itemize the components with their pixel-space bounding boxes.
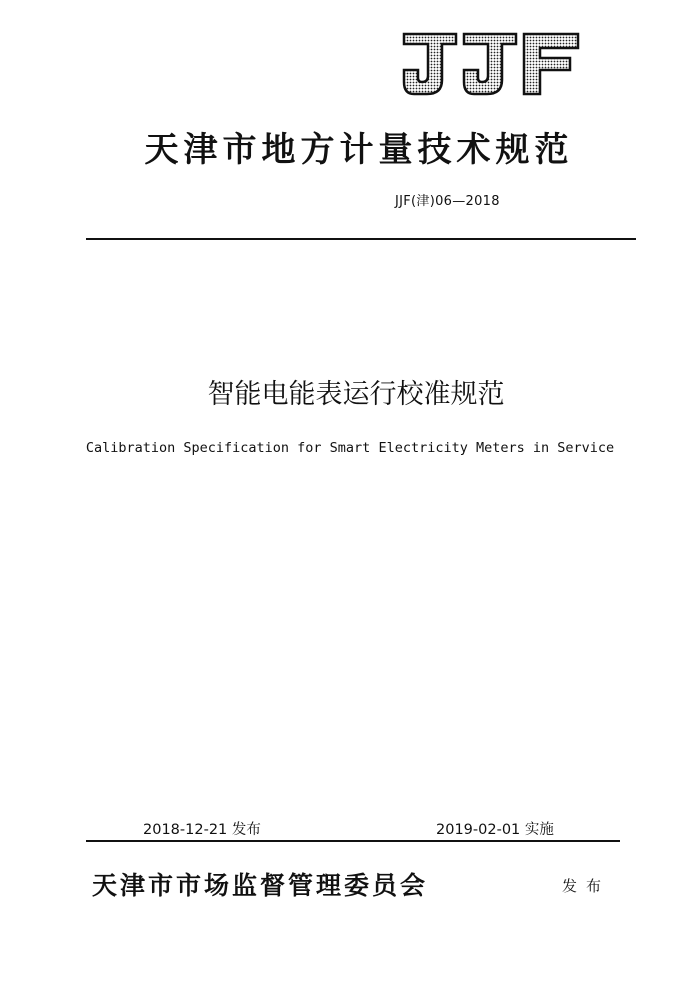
document-title-cn: 智能电能表运行校准规范: [207, 379, 505, 410]
issue-label: 发布: [562, 877, 611, 895]
implement-date: 2019-02-01 实施: [436, 822, 554, 838]
publisher-name: 天津市市场监督管理委员会: [92, 871, 429, 900]
release-date: 2018-12-21 发布: [143, 822, 261, 838]
document-title-en: Calibration Specification for Smart Electricity Meters in Service: [85, 440, 615, 456]
header-divider: [86, 238, 636, 240]
org-title: 天津市地方计量技术规范: [144, 130, 574, 170]
footer-divider: [86, 840, 620, 842]
standard-number: JJF(津)06—2018: [395, 194, 500, 209]
jjf-logo: [400, 30, 582, 98]
